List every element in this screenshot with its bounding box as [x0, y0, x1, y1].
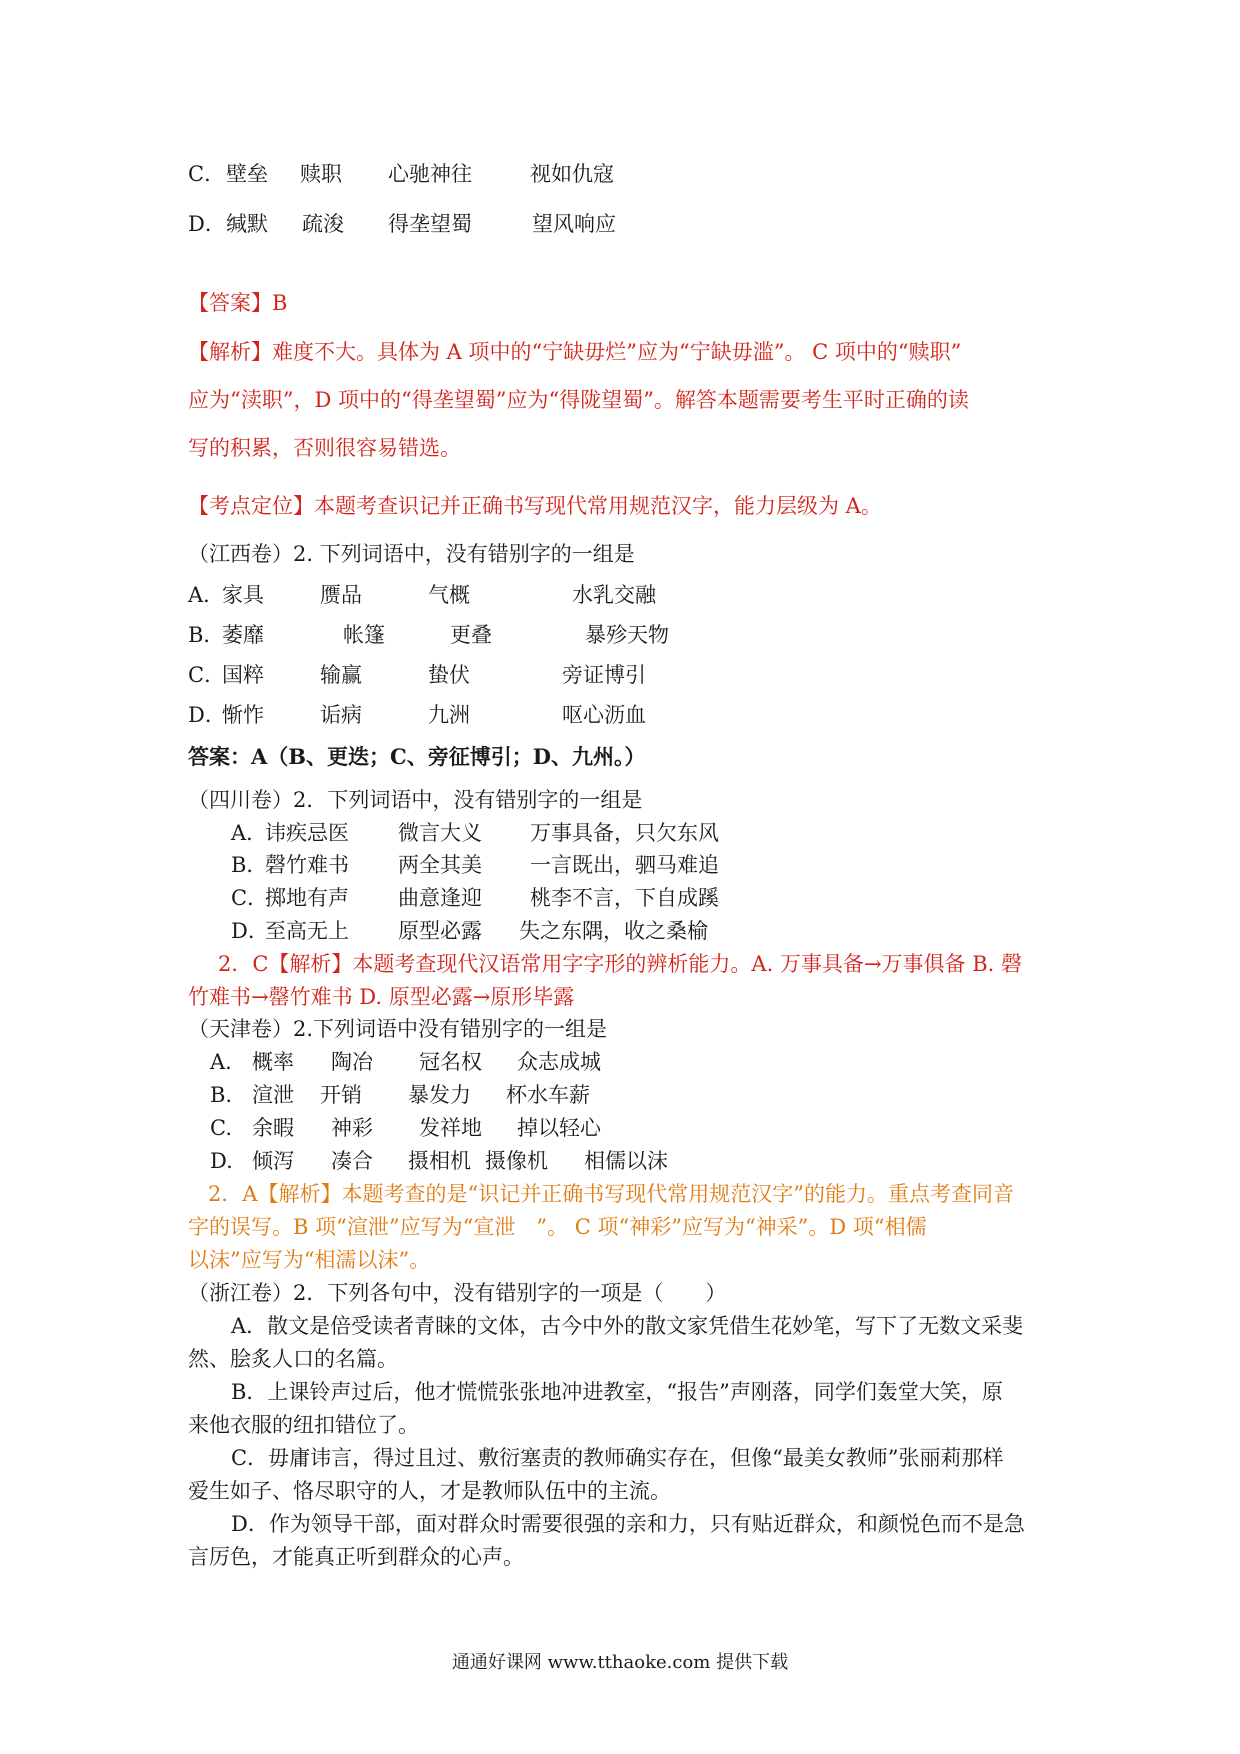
option-word: 相儒以沫 — [584, 1149, 668, 1173]
option-word: 疏浚 — [302, 212, 344, 236]
answer-text: B — [272, 291, 288, 315]
option-label: B. — [210, 1083, 233, 1107]
option-label: D． — [231, 919, 269, 943]
analysis-line-1 — [188, 338, 961, 366]
option-label: A． — [231, 821, 268, 845]
tianjin-question: （天津卷）2.下列词语中没有错别字的一组是 — [188, 1017, 608, 1041]
kaodian-text: 本题考查识记并正确书写现代常用规范汉字，能力层级为 A。 — [314, 494, 882, 518]
option-word: 神彩 — [331, 1116, 373, 1140]
option-word: 输赢 — [320, 663, 362, 687]
option-word: 微言大义 — [398, 821, 482, 845]
sichuan-question: （四川卷）2．下列词语中，没有错别字的一组是 — [188, 788, 643, 812]
option-word: 心驰神往 — [388, 162, 472, 186]
option-word: 渲泄 — [252, 1083, 294, 1107]
analysis-text: 难度不大。具体为 A 项中的“宁缺毋烂”应为“宁缺毋滥”。 C 项中的“赎职” — [272, 340, 962, 364]
option-word: 摄相机 — [408, 1149, 471, 1173]
option-word: 原型必露 — [398, 919, 482, 943]
option-word: 曲意逢迎 — [398, 886, 482, 910]
zhejiang-option-b-line-2: 来他衣服的纽扣错位了。 — [188, 1413, 419, 1437]
option-word: 壁垒 — [226, 162, 268, 186]
option-word: 冠名权 — [419, 1050, 482, 1074]
option-word: 一言既出，驷马难追 — [530, 853, 719, 877]
option-word: 陶冶 — [331, 1050, 373, 1074]
tianjin-analysis-line-2: 字的误写。B 项“渲泄”应写为“宣泄 ”。 C 项“神彩”应写为“神采”。D 项“相儒 — [188, 1215, 927, 1239]
kaodian-tag: 【考点定位】 — [188, 494, 314, 518]
zhejiang-option-c-line-1: C．毋庸讳言，得过且过、敷衍塞责的教师确实存在，但像“最美女教师”张丽莉那样 — [231, 1446, 1004, 1470]
zhejiang-option-b-line-1: B．上课铃声过后，他才慌慌张张地冲进教室，“报告”声刚落，同学们轰堂大笑，原 — [231, 1380, 1003, 1404]
option-word: 讳疾忌医 — [265, 821, 349, 845]
option-word: 蛰伏 — [428, 663, 470, 687]
option-label: C． — [231, 886, 269, 910]
option-word: 暴发力 — [408, 1083, 471, 1107]
zhejiang-option-d-line-2: 言厉色，才能真正听到群众的心声。 — [188, 1545, 524, 1569]
jiangxi-answer: 答案：A（B、更迭；C、旁征博引；D、九州。） — [188, 744, 646, 769]
option-word: 掷地有声 — [265, 886, 349, 910]
option-word: 赝品 — [320, 583, 362, 607]
analysis-tag: 【解析】 — [188, 340, 272, 364]
zhejiang-option-a-line-2: 然、脍炙人口的名篇。 — [188, 1347, 398, 1371]
jiangxi-question: （江西卷）2. 下列词语中，没有错别字的一组是 — [188, 542, 635, 566]
option-word: 气概 — [428, 583, 470, 607]
kaodian-line — [188, 492, 882, 520]
option-word: 至高无上 — [265, 919, 349, 943]
answer-tag: 【答案】 — [188, 291, 272, 315]
option-label: B． — [231, 853, 268, 877]
option-word: 九洲 — [428, 703, 470, 727]
option-word: 失之东隅，收之桑榆 — [519, 919, 708, 943]
option-label: C． — [188, 162, 226, 186]
option-word: 惭怍 — [222, 703, 264, 727]
option-label: D. — [210, 1149, 233, 1173]
answer-block — [188, 289, 287, 317]
option-word: 呕心沥血 — [562, 703, 646, 727]
option-word: 桃李不言，下自成蹊 — [530, 886, 719, 910]
option-word: 望风响应 — [532, 212, 616, 236]
option-label: A． — [188, 583, 225, 607]
option-word: 凑合 — [331, 1149, 373, 1173]
zhejiang-question: （浙江卷）2．下列各句中，没有错别字的一项是（ ） — [188, 1281, 727, 1305]
option-word: 掉以轻心 — [517, 1116, 601, 1140]
option-label: C. — [210, 1116, 232, 1140]
option-word: 萎靡 — [222, 623, 264, 647]
option-label: D． — [188, 212, 226, 236]
option-word: 倾泻 — [252, 1149, 294, 1173]
tianjin-analysis-line-3: 以沫”应写为“相濡以沫”。 — [188, 1248, 431, 1272]
option-word: 旁证博引 — [562, 663, 646, 687]
option-word: 磬竹难书 — [265, 853, 349, 877]
sichuan-analysis-line-2: 竹难书→罄竹难书 D. 原型必露→原形毕露 — [188, 985, 575, 1009]
option-word: 开销 — [320, 1083, 362, 1107]
option-word: 更叠 — [450, 623, 492, 647]
zhejiang-option-c-line-2: 爱生如子、恪尽职守的人，才是教师队伍中的主流。 — [188, 1479, 671, 1503]
analysis-line-3: 写的积累，否则很容易错选。 — [188, 436, 461, 460]
option-label: D． — [188, 703, 226, 727]
option-word: 家具 — [222, 583, 264, 607]
option-word: 概率 — [252, 1050, 294, 1074]
option-word: 缄默 — [226, 212, 268, 236]
option-label: C． — [188, 663, 226, 687]
option-word: 视如仇寇 — [530, 162, 614, 186]
zhejiang-option-a-line-1: A．散文是倍受读者青睐的文体，古今中外的散文家凭借生花妙笔，写下了无数文采斐 — [231, 1314, 1024, 1338]
option-word: 众志成城 — [517, 1050, 601, 1074]
page-footer: 通通好课网 www.tthaoke.com 提供下载 — [451, 1652, 789, 1673]
option-word: 万事具备，只欠东风 — [530, 821, 719, 845]
tianjin-analysis-line-1: 2．A【解析】本题考查的是“识记并正确书写现代常用规范汉字”的能力。重点考查同音 — [208, 1182, 1014, 1206]
option-word: 赎职 — [300, 162, 342, 186]
option-word: 水乳交融 — [572, 583, 656, 607]
option-word: 发祥地 — [419, 1116, 482, 1140]
option-word: 帐篷 — [343, 623, 385, 647]
sichuan-analysis-line-1: 2．C【解析】本题考查现代汉语常用字字形的辨析能力。A. 万事具备→万事俱备 B. 磬 — [218, 952, 1022, 976]
option-label: B． — [188, 623, 225, 647]
analysis-line-2: 应为“渎职”，D 项中的“得垄望蜀”应为“得陇望蜀”。解答本题需要考生平时正确的读 — [188, 388, 969, 412]
option-word: 国粹 — [222, 663, 264, 687]
zhejiang-option-d-line-1: D．作为领导干部，面对群众时需要很强的亲和力，只有贴近群众，和颜悦色而不是急 — [231, 1512, 1025, 1536]
option-word: 余暇 — [252, 1116, 294, 1140]
option-word: 得垄望蜀 — [388, 212, 472, 236]
option-word: 暴殄天物 — [585, 623, 669, 647]
option-word: 杯水车薪 — [506, 1083, 590, 1107]
option-label: A. — [210, 1050, 232, 1074]
option-word: 诟病 — [320, 703, 362, 727]
option-word: 两全其美 — [398, 853, 482, 877]
option-word: 摄像机 — [485, 1149, 548, 1173]
